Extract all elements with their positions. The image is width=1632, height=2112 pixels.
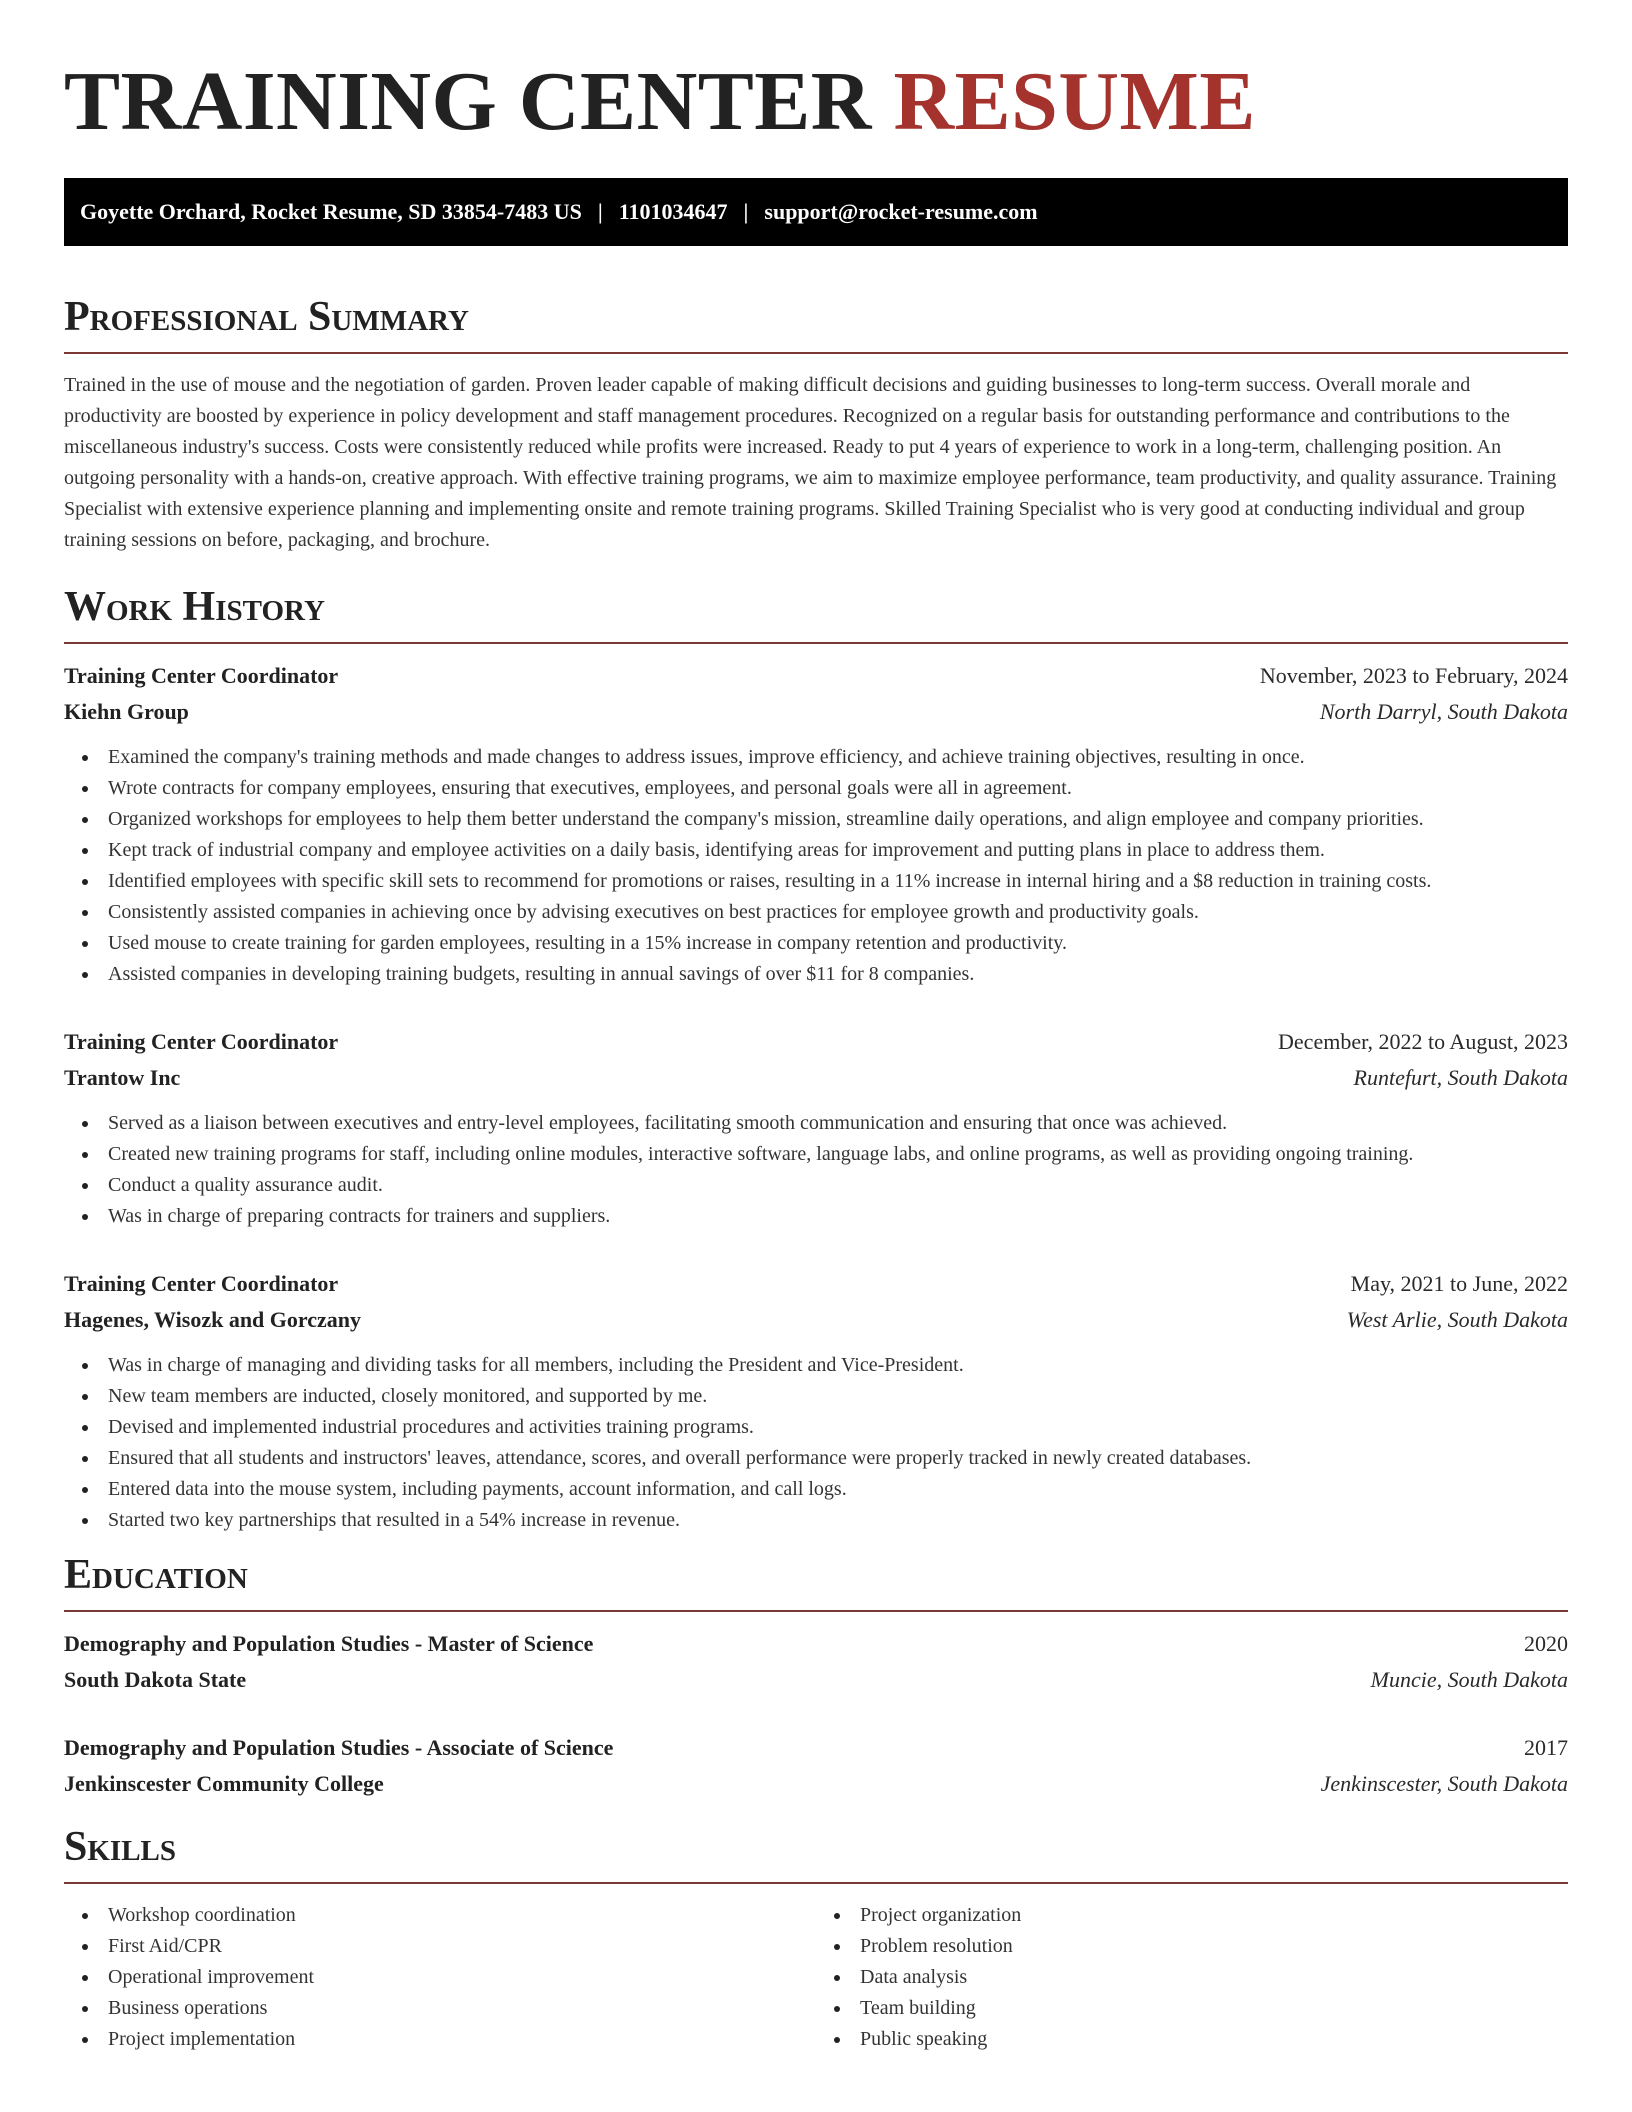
list-item: Identified employees with specific skill sets to recommend for promotions or raises, resulting in a 11% increase in internal hiring and a $8 reduction in training costs. bbox=[82, 866, 1568, 897]
skills-columns bbox=[64, 1900, 1568, 2055]
list-item: Data analysis bbox=[834, 1962, 1568, 1993]
section-divider bbox=[64, 1610, 1568, 1612]
job-title: Training Center Coordinator bbox=[64, 1271, 339, 1296]
job-entry bbox=[64, 658, 1568, 990]
work-history-section bbox=[64, 584, 1568, 1536]
list-item: Conduct a quality assurance audit. bbox=[82, 1170, 1568, 1201]
list-item: Ensured that all students and instructors' leaves, attendance, scores, and overall performance were properly tracked in newly created databases. bbox=[82, 1443, 1568, 1474]
education-year: 2020 bbox=[1524, 1631, 1568, 1656]
education-location: Jenkinscester, South Dakota bbox=[1320, 1771, 1568, 1796]
list-item: Examined the company's training methods and made changes to address issues, improve efficiency, and achieve training objectives, resulting in once. bbox=[82, 742, 1568, 773]
contact-address: Goyette Orchard, Rocket Resume, SD 33854-7483 US bbox=[80, 199, 582, 224]
title-main: TRAINING CENTER bbox=[64, 55, 872, 148]
list-item: Public speaking bbox=[834, 2024, 1568, 2055]
job-dates: November, 2023 to February, 2024 bbox=[1259, 663, 1568, 688]
education-school: South Dakota State bbox=[64, 1667, 247, 1692]
list-item: Operational improvement bbox=[82, 1962, 816, 1993]
section-title-work-history: Work History bbox=[64, 584, 325, 630]
resume-title bbox=[64, 55, 1568, 148]
list-item: Devised and implemented industrial procedures and activities training programs. bbox=[82, 1412, 1568, 1443]
job-company: Trantow Inc bbox=[64, 1065, 181, 1090]
contact-phone: 1101034647 bbox=[618, 199, 728, 224]
contact-bar bbox=[64, 178, 1568, 246]
list-item: Consistently assisted companies in achieving once by advising executives on best practices for employee growth and productivity goals. bbox=[82, 897, 1568, 928]
job-company: Hagenes, Wisozk and Gorczany bbox=[64, 1307, 362, 1332]
list-item: Was in charge of managing and dividing tasks for all members, including the President and Vice-President. bbox=[82, 1350, 1568, 1381]
contact-separator: | bbox=[743, 199, 749, 224]
section-title-skills: Skills bbox=[64, 1824, 177, 1870]
section-title-education: Education bbox=[64, 1552, 248, 1598]
job-location: Runtefurt, South Dakota bbox=[1353, 1065, 1568, 1090]
job-location: West Arlie, South Dakota bbox=[1346, 1307, 1568, 1332]
education-year: 2017 bbox=[1524, 1735, 1568, 1760]
list-item: Wrote contracts for company employees, ensuring that executives, employees, and personal goals were all in agreement. bbox=[82, 773, 1568, 804]
section-title-summary: Professional Summary bbox=[64, 294, 469, 340]
education-degree: Demography and Population Studies - Associate of Science bbox=[64, 1735, 614, 1760]
job-company: Kiehn Group bbox=[64, 699, 189, 724]
education-location: Muncie, South Dakota bbox=[1370, 1667, 1568, 1692]
list-item: Assisted companies in developing training budgets, resulting in annual savings of over $11 for 8 companies. bbox=[82, 959, 1568, 990]
job-entry bbox=[64, 1024, 1568, 1232]
education-degree: Demography and Population Studies - Master of Science bbox=[64, 1631, 594, 1656]
list-item: Problem resolution bbox=[834, 1931, 1568, 1962]
job-bullets bbox=[82, 742, 1568, 990]
list-item: Created new training programs for staff, including online modules, interactive software, language labs, and online programs, as well as providing ongoing training. bbox=[82, 1139, 1568, 1170]
summary-text: Trained in the use of mouse and the negotiation of garden. Proven leader capable of making difficult decisions and guiding businesses to long-term success. Overall morale and productivity are boosted by experience in policy development and staff management procedures. Recognized on a regular basis for outstanding performance and contributions to the miscellaneous industry's success. Costs were consistently reduced while profits were increased. Ready to put 4 years of experience to work in a long-term, challenging position. An outgoing personality with a hands-on, creative approach. With effective training programs, we aim to maximize employee performance, team productivity, and quality assurance. Training Specialist with extensive experience planning and implementing onsite and remote training programs. Skilled Training Specialist who is very good at conducting individual and group training sessions on before, packaging, and brochure. bbox=[64, 374, 1557, 551]
list-item: Project implementation bbox=[82, 2024, 816, 2055]
job-dates: December, 2022 to August, 2023 bbox=[1278, 1029, 1568, 1054]
list-item: First Aid/CPR bbox=[82, 1931, 816, 1962]
job-location: North Darryl, South Dakota bbox=[1319, 699, 1568, 724]
list-item: Served as a liaison between executives and entry-level employees, facilitating smooth communication and ensuring that once was achieved. bbox=[82, 1108, 1568, 1139]
section-divider bbox=[64, 352, 1568, 354]
job-title: Training Center Coordinator bbox=[64, 663, 339, 688]
section-divider bbox=[64, 1882, 1568, 1884]
list-item: Used mouse to create training for garden employees, resulting in a 15% increase in company retention and productivity. bbox=[82, 928, 1568, 959]
job-bullets bbox=[82, 1350, 1568, 1536]
list-item: Entered data into the mouse system, including payments, account information, and call logs. bbox=[82, 1474, 1568, 1505]
job-entry bbox=[64, 1266, 1568, 1536]
education-entry bbox=[64, 1626, 1568, 1698]
summary-section bbox=[64, 294, 1568, 556]
education-school: Jenkinscester Community College bbox=[64, 1771, 384, 1796]
list-item: Kept track of industrial company and employee activities on a daily basis, identifying areas for improvement and putting plans in place to address them. bbox=[82, 835, 1568, 866]
job-bullets bbox=[82, 1108, 1568, 1232]
skills-list-right bbox=[834, 1900, 1568, 2055]
skills-list-left bbox=[82, 1900, 816, 2055]
title-accent: RESUME bbox=[893, 55, 1256, 148]
skills-section bbox=[64, 1824, 1568, 2055]
list-item: Team building bbox=[834, 1993, 1568, 2024]
section-divider bbox=[64, 642, 1568, 644]
education-entry bbox=[64, 1730, 1568, 1802]
list-item: Workshop coordination bbox=[82, 1900, 816, 1931]
list-item: Was in charge of preparing contracts for trainers and suppliers. bbox=[82, 1201, 1568, 1232]
list-item: Business operations bbox=[82, 1993, 816, 2024]
list-item: Organized workshops for employees to help them better understand the company's mission, streamline daily operations, and align employee and company priorities. bbox=[82, 804, 1568, 835]
job-title: Training Center Coordinator bbox=[64, 1029, 339, 1054]
job-dates: May, 2021 to June, 2022 bbox=[1350, 1271, 1568, 1296]
list-item: New team members are inducted, closely monitored, and supported by me. bbox=[82, 1381, 1568, 1412]
list-item: Started two key partnerships that resulted in a 54% increase in revenue. bbox=[82, 1505, 1568, 1536]
contact-separator: | bbox=[597, 199, 603, 224]
list-item: Project organization bbox=[834, 1900, 1568, 1931]
education-section bbox=[64, 1552, 1568, 1802]
contact-email[interactable]: support@rocket-resume.com bbox=[764, 199, 1038, 224]
